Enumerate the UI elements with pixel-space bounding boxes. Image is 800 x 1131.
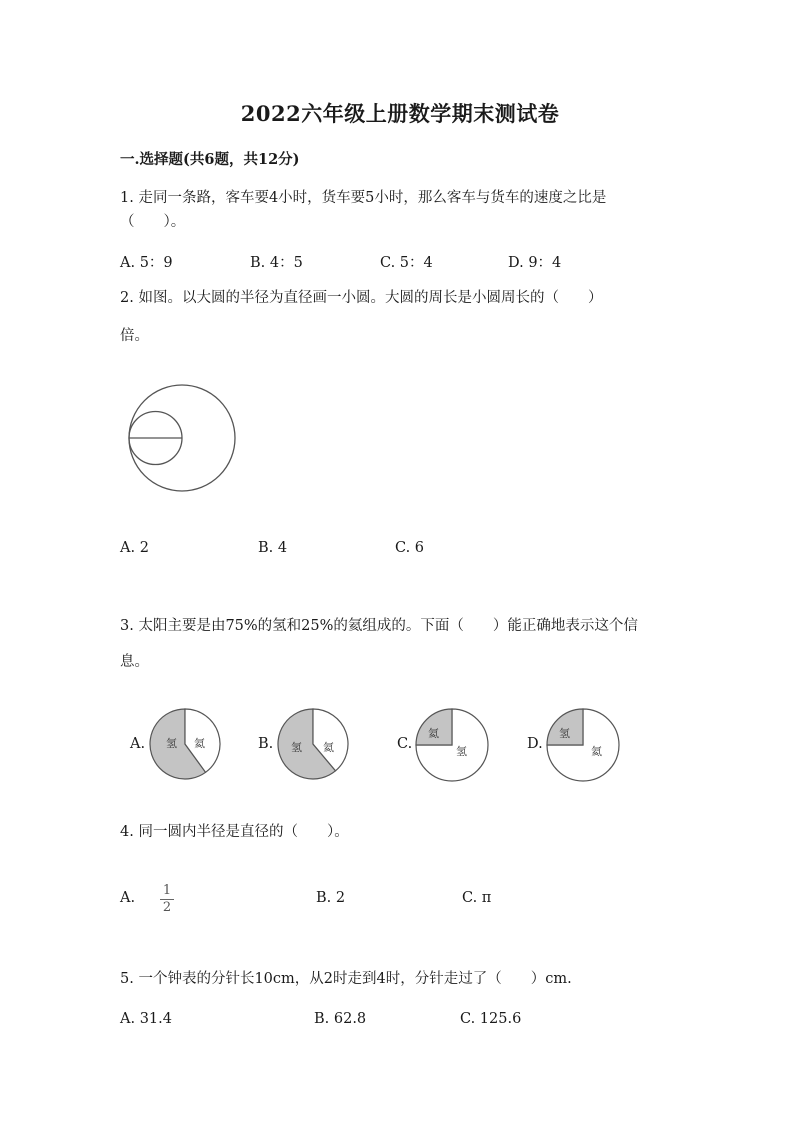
q5-option-a: A. 31.4	[120, 1011, 172, 1027]
section-heading: 一.选择题(共6题，共12分)	[120, 151, 300, 168]
q3-option-c-label: C.	[397, 736, 413, 752]
page-title: 2022六年级上册数学期末测试卷	[240, 101, 560, 126]
q3-option-d-label: D.	[527, 736, 543, 752]
nested-circles-figure	[120, 380, 250, 500]
q5-option-b: B. 62.8	[314, 1011, 367, 1027]
fraction-numerator: 1	[160, 884, 174, 900]
q3-b-label-h: 氢	[291, 741, 302, 754]
q2-text-line1: 2. 如图。以大圆的半径为直径画一小圆。大圆的周长是小圆周长的（ ）	[120, 290, 603, 306]
q1-text-line2: （ ）。	[120, 214, 186, 230]
q3-c-label-he: 氦	[428, 727, 439, 740]
q3-a-label-h: 氢	[166, 737, 177, 750]
q3-b-label-he: 氦	[323, 741, 334, 754]
q1-option-a: A. 5：9	[120, 255, 173, 271]
q4-fraction	[160, 884, 174, 915]
q2-text-line2: 倍。	[120, 328, 149, 344]
q4-option-b: B. 2	[316, 890, 346, 906]
q3-pie-c	[414, 707, 490, 783]
q2-option-c: C. 6	[395, 540, 425, 556]
q3-option-a-label: A.	[130, 736, 146, 752]
q4-option-a: A.	[120, 890, 136, 906]
q2-option-b: B. 4	[258, 540, 288, 556]
q1-option-b: B. 4：5	[250, 255, 303, 271]
q2-option-a: A. 2	[120, 540, 149, 556]
q3-pie-a	[148, 707, 222, 781]
q5-text: 5. 一个钟表的分针长10cm，从2时走到4时，分针走过了（ ）cm.	[120, 971, 572, 987]
q3-a-label-he: 氦	[194, 737, 205, 750]
q5-option-c: C. 125.6	[460, 1011, 522, 1027]
q3-pie-d	[545, 707, 621, 783]
q3-d-label-h: 氢	[559, 727, 570, 740]
q3-c-label-h: 氢	[456, 745, 467, 758]
q4-text: 4. 同一圆内半径是直径的（ ）。	[120, 824, 349, 840]
q3-option-b-label: B.	[258, 736, 274, 752]
q1-text-line1: 1. 走同一条路，客车要4小时，货车要5小时，那么客车与货车的速度之比是	[120, 190, 607, 206]
q1-option-c: C. 5：4	[380, 255, 433, 271]
q3-d-label-he: 氦	[591, 745, 602, 758]
q1-option-d: D. 9：4	[508, 255, 562, 271]
fraction-denominator: 2	[162, 900, 172, 915]
q3-text-line1: 3. 太阳主要是由75%的氢和25%的氦组成的。下面（ ）能正确地表示这个信	[120, 618, 638, 634]
q3-pie-b	[276, 707, 350, 781]
q4-option-c: C. π	[462, 890, 492, 906]
q3-text-line2: 息。	[120, 654, 149, 670]
